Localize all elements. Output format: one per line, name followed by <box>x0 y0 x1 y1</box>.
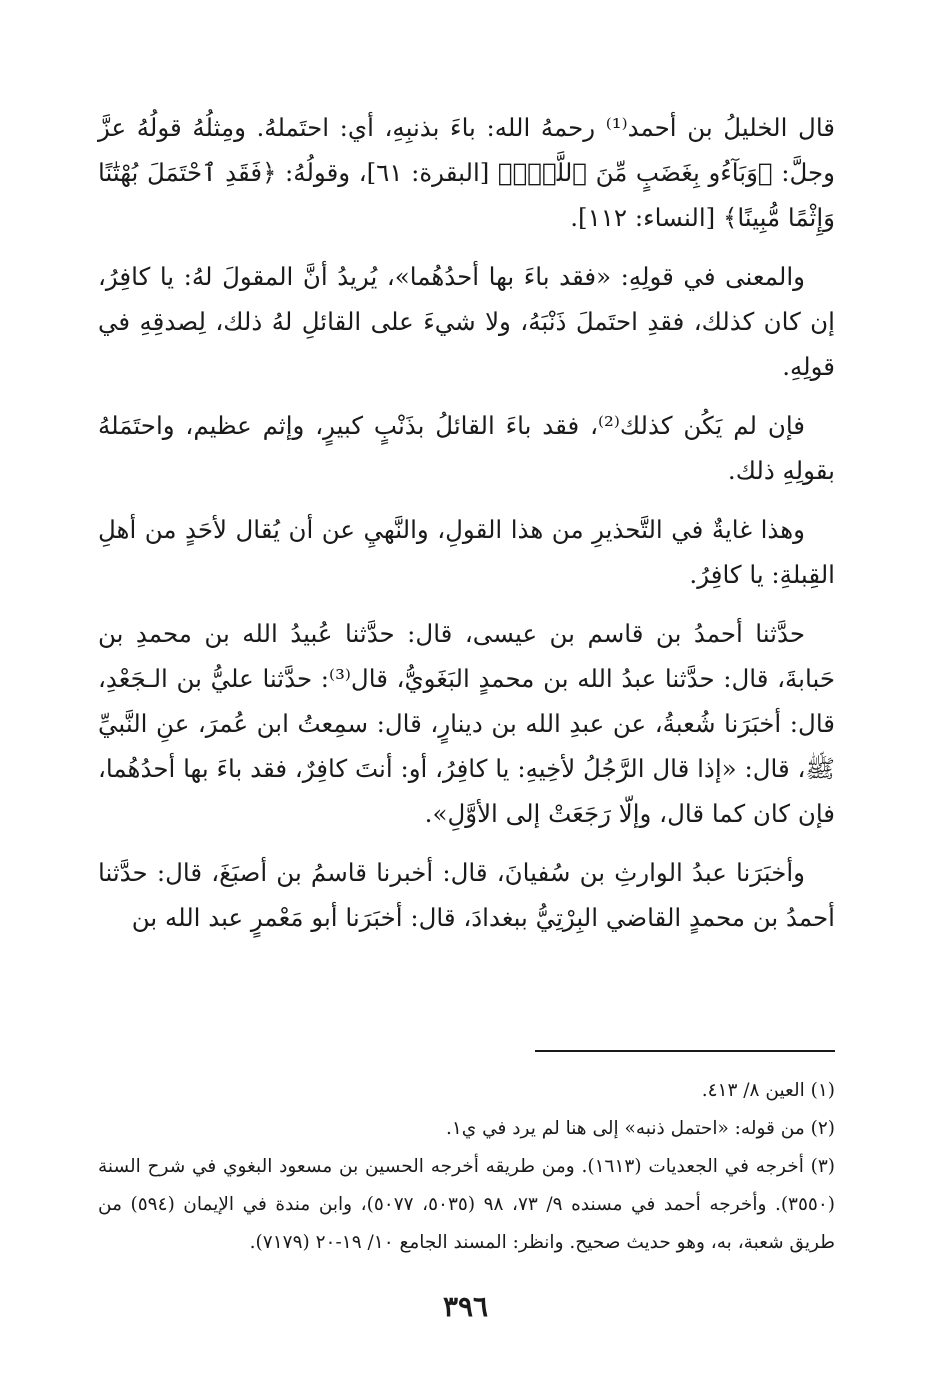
footnote-1: (١) العين ٨/ ٤١٣. <box>701 1080 835 1101</box>
footnote-2: (٢) من قوله: «احتمل ذنبه» إلى هنا لم يرد في ي١. <box>445 1118 835 1139</box>
footnotes <box>98 1072 835 1262</box>
main-text <box>98 105 835 940</box>
paragraph-khalil-definition: قال الخليلُ بن أحمد⁽¹⁾ رحمهُ الله: باءَ بذنبِهِ، أي: احتَملهُ. ومِثلُهُ قولُهُ عزَّ وجلَّ: ﴿وَبَآءُو بِغَضَبٍ مِّنَ ٱللَّهِۗ﴾ [البقرة: ٦١]، وقولُهُ: ﴿فَقَدِ ٱحْتَمَلَ بُهْتَٰنًا وَإِثْمًا مُّبِينًا﴾ [النساء: ١١٢]. <box>98 113 836 232</box>
paragraph-hadith-chain-2: وأخبَرَنا عبدُ الوارثِ بن سُفيانَ، قال: أخبرنا قاسمُ بن أصبَغَ، قال: حدَّثنا أحمدُ بن محمدٍ القاضي البِرْتِيُّ ببغدادَ، قال: أخبَرَنا أبو مَعْمرٍ عبد الله بن <box>98 858 835 932</box>
paragraph-meaning: والمعنى في قولِهِ: «فقد باءَ بها أحدُهُما»، يُريدُ أنَّ المقولَ لهُ: يا كافِرُ، إن كان كذلك، فقدِ احتَملَ ذَنْبَهُ، ولا شيءَ على القائلِ لهُ ذلك، لِصدقِهِ في قولِهِ. <box>98 262 835 381</box>
footnote-separator <box>535 1050 835 1052</box>
footnote-3: (٣) أخرجه في الجعديات (١٦١٣). ومن طريقه أخرجه الحسين بن مسعود البغوي في شرح السنة (٣٥٥٠). وأخرجه أحمد في مسنده ٩/ ٧٣، ٩٨ (٥٠٣٥، ٥٠٧٧)، وابن مندة في الإيمان (٥٩٤) من طريق شعبة، به، وهو حديث صحيح. وانظر: المسند الجامع ١٠/ ١٩-٢٠ (٧١٧٩). <box>98 1156 836 1253</box>
paragraph-if-not: فإن لم يَكُن كذلك⁽²⁾، فقد باءَ القائلُ بذَنْبٍ كبيرٍ، وإثم عظيم، واحتَمَلهُ بقولِهِ ذلك. <box>98 411 835 485</box>
paragraph-hadith-chain-1: حدَّثنا أحمدُ بن قاسم بن عيسى، قال: حدَّثنا عُبيدُ الله بن محمدِ بن حَبابةَ، قال: حدَّثنا عبدُ الله بن محمدٍ البَغَويُّ، قال⁽³⁾: حدَّثنا عليُّ بن الـجَعْدِ، قال: أخبَرَنا شُعبةُ، عن عبدِ الله بن دينارٍ، قال: سمِعتُ ابن عُمرَ، عنِ النَّبيِّ ﷺ، قال: «إذا قال الرَّجُلُ لأخِيهِ: يا كافِرُ، أو: أنتَ كافِرٌ، فقد باءَ بها أحدُهُما، فإن كان كما قال، وإلّا رَجَعَتْ إلى الأوَّلِ». <box>98 619 836 828</box>
paragraph-warning: وهذا غايةٌ في التَّحذيرِ من هذا القولِ، والنَّهيِ عن أن يُقال لأحَدٍ من أهلِ القِبلةِ: يا كافِرُ. <box>98 515 835 589</box>
page-number: ٣٩٦ <box>442 1290 489 1323</box>
